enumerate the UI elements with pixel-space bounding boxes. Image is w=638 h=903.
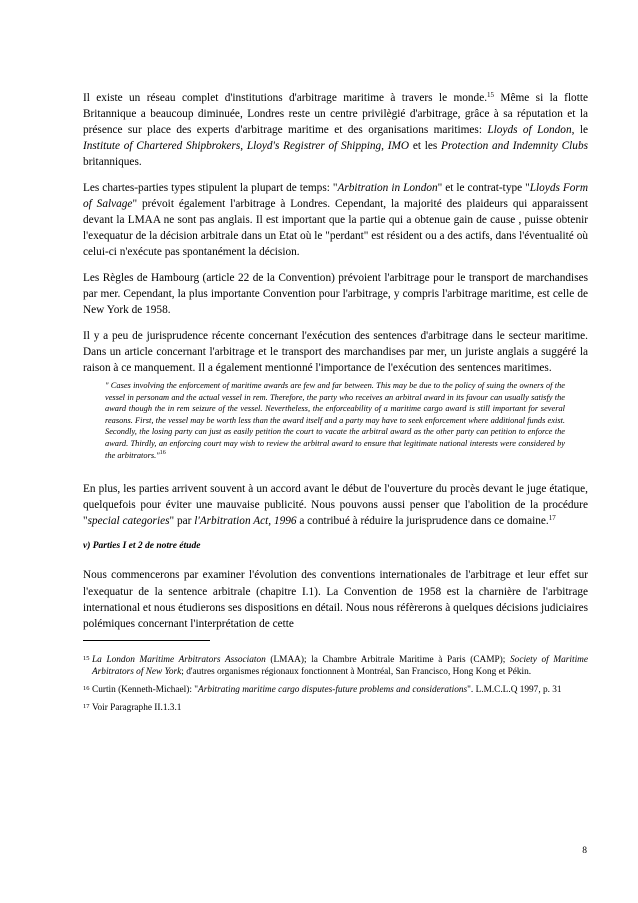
text-segment: Les chartes-parties types stipulent la plupart de temps: " [83, 181, 338, 194]
italic-term: La London Maritime Arbitrators Associaton [92, 654, 266, 665]
text-segment: Même si la flotte Britannique a beaucoup diminuée, Londres reste un centre privilègié d'arbitrage, grâce à sa réputation et la présence sur place des experts d'arbitrage maritime et des organisations maritimes: [83, 92, 588, 137]
italic-term: Protection and Indemnity Clubs [441, 140, 588, 153]
italic-term: Institute of Chartered Shipbrokers [83, 140, 241, 153]
footnote-ref-16[interactable]: 16 [159, 449, 166, 456]
quote-text: " Cases involving the enforcement of maritime awards are few and far between. This may be due to the policy of suing the owners of the vessel in personam and the actual vessel in rem. Therefore, the party who receives an arbitral award in its favour can usually satisfy the award though the in rem seizure of the vessel. Nevertheless, the enforceability of a maritime cargo award is still important for several reasons. First, the vessel may be worth less than the award itself and a party may have to seek enforcement where additional funds exist. Secondly, the losing party can just as easily petition the court to vacate the arbitral award as the other party can petition to enforce the award. Thirdly, an enforcing court may wish to review the arbitral award to ensure that legitimate national interests were considered by the arbitrators." [105, 381, 565, 460]
paragraph-charter-parties [83, 180, 588, 260]
paragraph-settlement [83, 481, 588, 529]
text-segment: ". L.M.C.L.Q 1997, p. 31 [467, 685, 562, 696]
footnote-ref-15[interactable]: 15 [487, 91, 495, 99]
text-segment: " par [169, 515, 195, 528]
text-segment: Curtin (Kenneth-Michael): " [92, 685, 199, 696]
text-segment: Voir Paragraphe II.1.3.1 [92, 703, 182, 714]
italic-term: Society of Maritime Arbitrators of New York [92, 654, 588, 678]
italic-term: Lloyds of London [487, 124, 572, 137]
text-segment: , le [571, 124, 588, 137]
paragraph-hamburg-rules: Les Règles de Hambourg (article 22 de la Convention) prévoient l'arbitrage pour le transport de marchandises par mer. Cependant, la plus importante Convention pour l'arbitrage, y compris l'arbitrage maritime, est celle de New York de 1958. [83, 271, 588, 317]
paragraph-study-outline: Nous commencerons par examiner l'évolution des conventions internationales de l'arbitrage et leur effet sur l'exequatur de la sentence arbitrale (chapitre I.1). La Convention de 1958 est la charnière de l'arbitrage international et nous étudierons ses dispositions en détail. Nous nous réfèrerons à quelques décisions judiciaires polémiques concernant l'interprétation de cette [83, 569, 588, 630]
text-segment: et les [409, 140, 442, 153]
text-segment: En plus, les parties arrivent souvent à un accord avant le début de l'ouverture du procès devant le juge étatique, quelquefois pour éviter une mauvaise publicité. Nous pouvons aussi penser que l'abolition de la procédure " [83, 483, 588, 528]
text-segment: (LMAA); la Chambre Arbitrale Maritime à Paris (CAMP); [265, 654, 511, 665]
italic-term: special categories [87, 515, 170, 528]
footnote-16 [83, 684, 588, 696]
italic-term: l'Arbitration Act, 1996 [194, 515, 297, 528]
italic-term: Arbitrating maritime cargo disputes-future problems and considerations [198, 685, 468, 696]
block-quote [105, 380, 565, 461]
footnote-number: 15 [83, 654, 90, 662]
footnote-17 [83, 702, 588, 714]
section-heading: v) Parties I et 2 de notre étude [83, 541, 201, 552]
text-segment: " prévoit également l'arbitrage à Londres. Cependant, la majorité des plaideurs qui apparaissent devant la LMAA ne sont pas anglais. Il est important que la partie qui a obtenue gain de cause , puisse obtenir l'exequatur de la décision arbitrale dans un Etat où le "perdant" est résident ou a des actifs, dans l'éventualité où celui-ci n'exécute pas spontanément la décision. [83, 198, 589, 259]
text-segment: a contribué à réduire la jurisprudence dans ce domaine. [296, 515, 549, 528]
footnote-15 [83, 654, 588, 678]
text-segment: , [240, 140, 247, 153]
text-segment: Il existe un réseau complet d'institutions d'arbitrage maritime à travers le monde. [83, 92, 488, 104]
footnote-separator [83, 640, 210, 641]
footnote-number: 17 [83, 703, 90, 711]
text-segment: britanniques. [83, 156, 142, 169]
footnote-number: 16 [83, 685, 90, 693]
page-number: 8 [582, 846, 587, 856]
italic-term: Lloyds Form of Salvage [83, 181, 588, 211]
paragraph-institutions [83, 90, 588, 170]
footnote-ref-17[interactable]: 17 [548, 514, 556, 523]
paragraph-jurisprudence: Il y a peu de jurisprudence récente concernant l'exécution des sentences d'arbitrage dans le secteur maritime. Dans un article concernant l'arbitrage et le transport des marchandises par mer, un juriste anglais a suggéré la raison à ce manquement. Il a également mentionné l'importance de l'exécution des sentences maritimes. [83, 329, 588, 374]
text-segment: " et le contrat-type " [437, 181, 530, 194]
italic-term: Lloyd's Registrer of Shipping, IMO [246, 140, 410, 153]
text-segment: ; d'autres organismes régionaux fonctionnent à Montréal, San Francisco, Hong Kong et Pékin. [181, 667, 532, 678]
italic-term: Arbitration in London [337, 181, 438, 194]
document-page [83, 90, 588, 715]
